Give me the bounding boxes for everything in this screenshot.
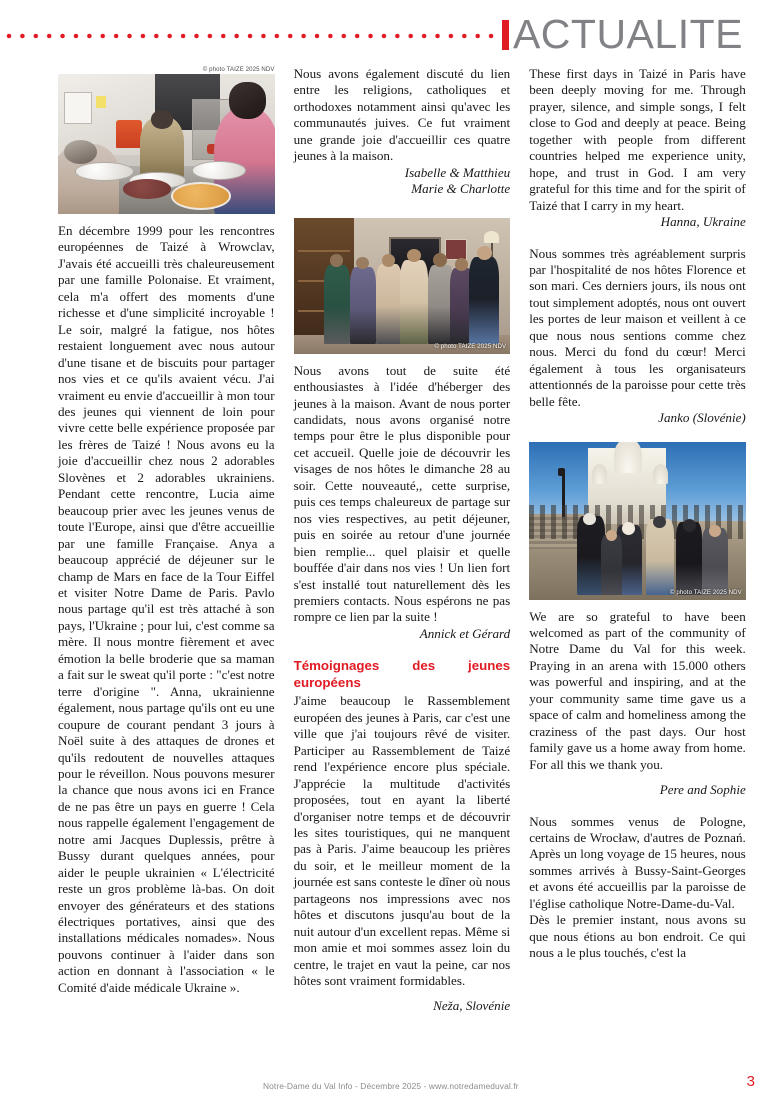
testimony-janko-signature: Janko (Slovénie) [658, 410, 746, 426]
column-two [294, 66, 511, 1066]
dotted-rule-decoration [0, 33, 498, 39]
photo-credit-sacre-coeur: © photo TAIZE 2025 NDV [669, 588, 742, 596]
testimony-isabelle-paragraph: Nous avons également discuté du lien entre les religions, catholiques et orthodoxes notamment ainsi qu'avec les communautés juives. Ce fut vraiment une grande joie d'accueillir ces quatre jeunes à la maison. [293, 66, 511, 164]
testimony-hanna-signature: Hanna, Ukraine [660, 214, 746, 230]
testimony-isabelle-signature-1: Isabelle & Matthieu [404, 164, 511, 180]
page-header [0, 0, 783, 62]
testimony-isabelle-signature-2: Marie & Charlotte [411, 181, 511, 197]
red-bar-accent [502, 20, 509, 50]
testimony-annick-signature: Annick et Gérard [419, 625, 511, 641]
testimony-hanna-paragraph: These first days in Taizé in Paris have been deeply moving for me. Through prayer, silence, and simple songs, I felt close to God and deeply at peace. Being together with people from different countries helped me experience unity, hope, and trust in God. I am very grateful for this time and for the spirit of Taizé that I carry in my heart. [529, 66, 746, 213]
article-columns [58, 66, 746, 1066]
page-footer [0, 1067, 783, 1117]
footer-publication-info: Notre-Dame du Val Info - Décembre 2025 - www.notredameduval.fr [263, 1081, 519, 1091]
testimony-poland-paragraph-2: Dès le premier instant, nous avons su que nous étions au bon endroit. Ce qui nous a le plus touchés, c'est la [529, 912, 746, 961]
testimony-janko-paragraph: Nous sommes très agréablement surpris par l'hospitalité de nos hôtes Florence et son mari. Ces derniers jours, ils nous ont tout simplement adoptés, nous ont ouvert les portes de leur maison et veillent à ce que nous nous sentions comme chez nous. Merci du fond du cœur! Merci également à tous les organisateurs attentionnés de la paroisse pour cette très belle fête. [529, 245, 746, 409]
testimony-annick-paragraph: Nous avons tout de suite été enthousiastes à l'idée d'héberger des jeunes à la maison. Avant de nous porter candidats, nous avons organisé notre temps pour être le plus disponible pour cet accueil. Quelle joie de découvrir les visages de nos hôtes le dimanche 28 au soir. Cette nouveauté,, cette surprise, puis ces temps chaleureux de partage sur nos vies respectives, au petit déjeuner, puis en soirée au retour d'une journée bien remplie... quel plaisir et quelle bouffée d'air dans nos vies ! Un lien fort s'est installé tout naturellement dès les premiers contacts. Nous espérons ne pas rompre ce lien par la suite ! [293, 362, 511, 625]
photo-kitchen [58, 74, 275, 214]
column-one-paragraph: En décembre 1999 pour les rencontres européennes de Taizé à Wrowclav, J'avais été accueilli très chaleureusement par une famille Polonaise. Et vraiment, cela m'a offert des moments d'une richesse et d'une simplicité incroyable ! Le soir, malgré la fatigue, nos hôtes restaient longuement avec nous autour d'une tisane et de biscuits pour partager nos vies et ce qu'ils avaient vécu. J'ai vraiment eu envie d'accueillir à mon tour des jeunes qui viennent de loin pour vivre cette belle expérience proposée par les frères de Taizé ! Nous avons eu la joie d'accueillir chez nous 2 adorables Slovènes et 2 adorables ukrainiens. Pendant cette rencontre, Lucia aime beaucoup prier avec les jeunes venus de toute l'Europe, ainsi que d'être accueillie par une famille Française. Anya a beaucoup apprécié de déjeuner sur le champ de Mars en face de la Tour Eiffel et visiter Notre Dame de Paris. Pavlo nous partage qu'il est très attaché à son pays, l'Ukraine ; pour lui, c'est comme sa mère. Il nous montre fièrement et avec émotion la belle broderie que sa maman a fait sur le sweat qu'il porte : "c'est notre terre d'origine ". Anna, ukrainienne également, nous partage qu'ils ont eu une coupure de courant pendant 3 jours à Noël suite à des attaques de drones et qu'ils redoutent de nouvelles attaques pour le réveillon. Nous pouvons mesurer la chance que nous avons ici en France de ne pas être un pays en guerre ! Cela nous rappelle également l'engagement de notre ami Jacques Duplessis, prêtre à Bussy durant quelques années, pour aider le peuple ukrainien « L'électricité reste un gros problème là-bas. On doit envoyer des générateurs et des stations électriques portatives, ainsi que des installations médicales nomades». Nous pouvons continuer à l'aider dans son action en donnant à l'association « le Comité d'aide médicale Ukraine ». [58, 223, 275, 995]
testimony-pere-sophie-paragraph: We are so grateful to have been welcomed as part of the community of Notre Dame du Val for this week. Praying in an arena with 15.000 others was powerful and inspiring, and at the your community same time gave us a space of calm and homeliness among the craziness of the past days. Our host family gave us a home away from home. For all this we thank you. [529, 608, 746, 772]
page-number: 3 [746, 1073, 755, 1090]
testimony-pere-sophie-signature: Pere and Sophie [659, 782, 746, 798]
photo-indoor-group [294, 218, 511, 354]
column-one [58, 66, 275, 1066]
photo-sacre-coeur [529, 442, 746, 600]
page-title: ACTUALITE [512, 11, 743, 57]
photo-credit-kitchen: © photo TAIZE 2025 NDV [202, 66, 275, 73]
photo-credit-indoor-group: © photo TAIZE 2025 NDV [434, 342, 507, 350]
testimony-neza-signature: Neža, Slovénie [433, 998, 511, 1014]
column-three [529, 66, 746, 1066]
testimony-neza-paragraph: J'aime beaucoup le Rassemblement européen des jeunes à Paris, car c'est une ville que j'ai toujours rêvé de visiter. Participer au Rassemblement de Taizé rend l'expérience encore plus spéciale. J'apprécie la multitude d'activités proposées, tout en ayant la liberté d'organiser notre temps et de découvrir les sites touristiques, qui ne manquent pas à Paris. J'aime beaucoup les prières du soir, et le meilleur moment de la journée est sans conteste le dîner où nous partageons nos impressions avec nos hôtes et discutons jusqu'au bout de la nuit autour d'un excellent repas. Même si mon amie et moi sommes assez loin du centre, le trajet en vaut la peine, car nos hôtes sont vraiment formidables. [293, 693, 511, 989]
testimony-poland-paragraph-1: Nous sommes venus de Pologne, certains de Wrocław, d'autres de Poznań. Après un long voyage de 15 heures, nous sommes arrivés à Bussy-Saint-Georges et avons été accueillis par la paroisse de l'église catholique Notre-Dame-du-Val. [529, 813, 746, 911]
subheading-temoignages-jeunes: Témoignages des jeunes européens [293, 658, 511, 691]
